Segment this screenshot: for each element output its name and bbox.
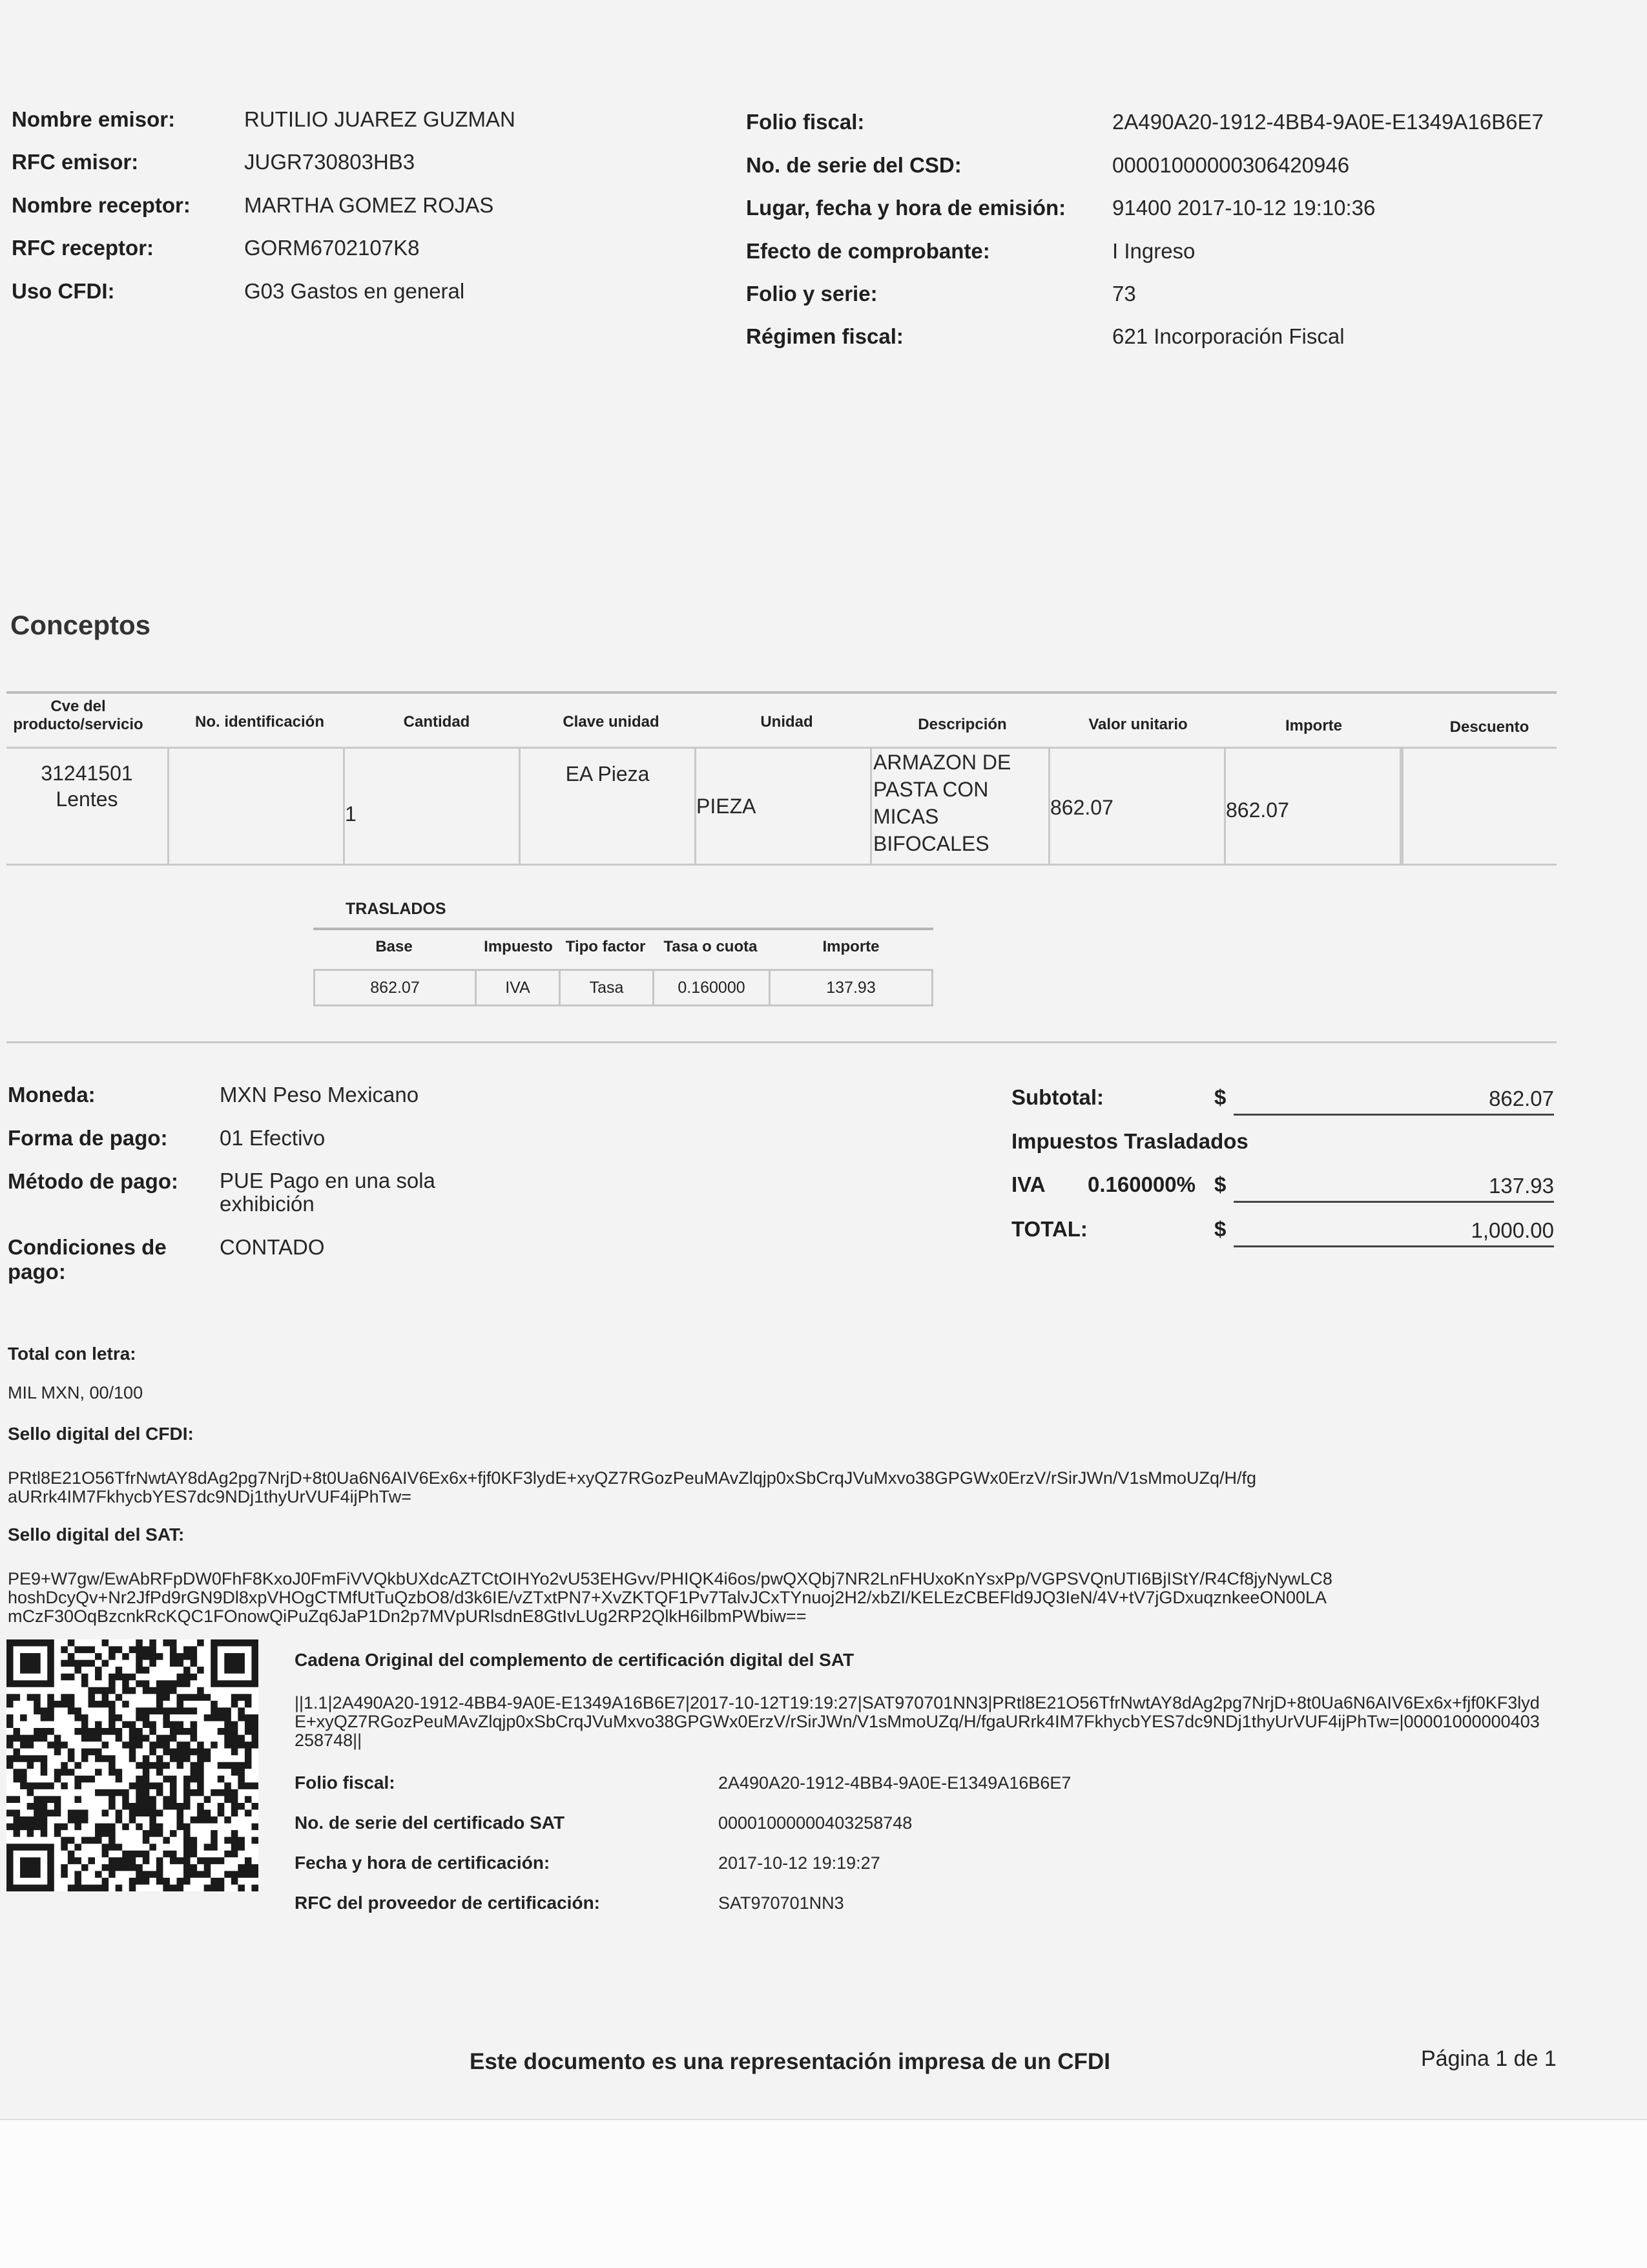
label-regimen: Régimen fiscal: xyxy=(746,324,904,348)
label-sello-sat: Sello digital del SAT: xyxy=(8,1524,185,1545)
traslados-rule xyxy=(313,928,933,930)
value-cadena: ||1.1|2A490A20-1912-4BB4-9A0E-E1349A16B6E7|2017-10-12T19:19:27|SAT970701NN3|PRtl8E21O56TfrNwtAY8dAg2pg7NrjD+8t0Ua6N6AIV6Ex6x+fjf0KF3lydE+xyQZ7RGozPeuMAvZlqjp0xSbCrqJVuMxvo38GPGWx0ErzV/rSirJWn/V1sMmoUZq/H/fgaURrk4IM7FkhycbYES7dc9NDj1thyUrVUF4ijPhTw=|00001000000403258748|| xyxy=(295,1693,1540,1750)
value-nombre-receptor: MARTHA GOMEZ ROJAS xyxy=(244,193,494,217)
value-rfc-receptor: GORM6702107K8 xyxy=(244,236,420,260)
label-moneda: Moneda: xyxy=(8,1083,96,1107)
value-nombre-emisor: RUTILIO JUAREZ GUZMAN xyxy=(244,107,515,131)
value-uso-cfdi: G03 Gastos en general xyxy=(244,279,465,303)
cell-clave-unidad: EA Pieza xyxy=(521,749,696,864)
traslados-row xyxy=(313,969,933,1006)
label-nombre-emisor: Nombre emisor: xyxy=(12,107,176,131)
label-serie-csd: No. de serie del CSD: xyxy=(746,153,962,177)
label-subtotal: Subtotal: xyxy=(1011,1085,1104,1109)
value-serie-csd: 00001000000306420946 xyxy=(1112,153,1350,177)
label-total: TOTAL: xyxy=(1011,1217,1088,1241)
label-iva: IVA xyxy=(1011,1172,1046,1196)
cell-cantidad: 1 xyxy=(345,749,521,864)
value-cert-serie: 00001000000403258748 xyxy=(718,1813,913,1833)
value-sello-sat: PE9+W7gw/EwAbRFpDW0FhF8KxoJ0FmFiVVQkbUXdcAZTCtOIHYo2vU53EHGvv/PHIQK4i6os/pwQXQbj7NR2LnFHUxoKnYsxPp/VGPSVQnUTI6BjIStY/R4Cf8jyNywLC8hoshDcyQv+Nr2JfPd9rGN9Dl8xpVHOgCTMfUtTuQzbO8/d3k6IE/vZTxtPN7+XvZKTQF1Pv7TalvJCxTYnuoj2H2/xbZI/KELEzCBEFld9JQ3IeN/4V+tV7jGDxuqznkeeON00LAmCzF30OqBzcnkRcKQC1FOnowQiPuZq6JaP1Dn2p7MVpURlsdnE8GtIvLUg2RP2QlkH6ilbmPWbiw== xyxy=(8,1569,1332,1626)
label-cert-folio: Folio fiscal: xyxy=(295,1773,395,1793)
value-regimen: 621 Incorporación Fiscal xyxy=(1112,324,1345,348)
th-valor-unitario: Valor unitario xyxy=(1088,716,1188,733)
currency-iva: $ xyxy=(1214,1172,1227,1196)
value-forma-pago: 01 Efectivo xyxy=(220,1126,326,1150)
value-metodo-pago: PUE Pago en una sola exhibición xyxy=(220,1169,435,1216)
label-impuestos-trasladados: Impuestos Trasladados xyxy=(1011,1129,1248,1153)
cell-base: 862.07 xyxy=(315,971,477,1004)
value-condiciones: CONTADO xyxy=(220,1235,325,1259)
label-folio-serie: Folio y serie: xyxy=(746,282,878,306)
cell-importe-tras: 137.93 xyxy=(826,979,876,997)
label-rfc-emisor: RFC emisor: xyxy=(12,150,139,174)
th-tasa: Tasa o cuota xyxy=(663,938,758,955)
cell-cve: 31241501 Lentes xyxy=(6,749,169,864)
label-cert-serie: No. de serie del certificado SAT xyxy=(295,1813,565,1833)
label-nombre-receptor: Nombre receptor: xyxy=(12,193,191,217)
cell-unidad: PIEZA xyxy=(696,749,872,864)
cell-descripcion: ARMAZON DE PASTA CON MICAS BIFOCALES xyxy=(872,749,1050,864)
cell-importe: 862.07 xyxy=(1226,749,1402,864)
label-condiciones: Condiciones de pago: xyxy=(8,1235,167,1284)
th-descripcion: Descripción xyxy=(918,716,1007,733)
qr-finder-0 xyxy=(6,1639,54,1687)
value-iva-rate: 0.160000% xyxy=(1088,1172,1196,1196)
conceptos-title: Conceptos xyxy=(10,610,151,640)
value-moneda: MXN Peso Mexicano xyxy=(220,1083,419,1107)
value-cert-rfc: SAT970701NN3 xyxy=(718,1893,844,1913)
scan-margin xyxy=(0,2119,1647,2268)
cell-descuento xyxy=(1402,749,1404,864)
total-underline xyxy=(1234,1245,1554,1247)
label-cert-rfc: RFC del proveedor de certificación: xyxy=(295,1893,600,1913)
footer-note: Este documento es una representación impresa de un CFDI xyxy=(470,2049,1110,2074)
iva-underline xyxy=(1234,1201,1554,1203)
label-forma-pago: Forma de pago: xyxy=(8,1126,168,1150)
traslados-title: TRASLADOS xyxy=(346,900,446,918)
qr-finder-2 xyxy=(6,1844,54,1891)
cell-no-ident xyxy=(169,749,345,864)
label-sello-cfdi: Sello digital del CFDI: xyxy=(8,1424,194,1444)
th-base: Base xyxy=(375,938,413,955)
label-efecto: Efecto de comprobante: xyxy=(746,239,990,263)
value-total-letra: MIL MXN, 00/100 xyxy=(8,1383,143,1402)
th-descuento: Descuento xyxy=(1449,718,1529,736)
th-tipo-factor: Tipo factor xyxy=(565,938,646,955)
th-importe: Importe xyxy=(1285,717,1342,734)
value-sello-cfdi: PRtl8E21O56TfrNwtAY8dAg2pg7NrjD+8t0Ua6N6AIV6Ex6x+fjf0KF3lydE+xyQZ7RGozPeuMAvZlqjp0xSbCrqJVuMxvo38GPGWx0ErzV/rSirJWn/V1sMmoUZq/H/fgaURrk4IM7FkhycbYES7dc9NDj1thyUrVUF4ijPhTw= xyxy=(8,1468,1256,1506)
th-clave-unidad: Clave unidad xyxy=(563,713,659,731)
cell-valor-unitario: 862.07 xyxy=(1050,749,1226,864)
th-cve: Cve del producto/servicio xyxy=(13,698,143,733)
value-folio-fiscal: 2A490A20-1912-4BB4-9A0E-E1349A16B6E7 xyxy=(1112,110,1544,134)
qr-code xyxy=(6,1639,258,1891)
value-total: 1,000.00 xyxy=(1471,1218,1554,1242)
cell-tasa: 0.160000 xyxy=(654,971,771,1004)
value-folio-serie: 73 xyxy=(1112,282,1136,306)
label-lugar-fecha: Lugar, fecha y hora de emisión: xyxy=(746,196,1066,220)
label-cert-fecha: Fecha y hora de certificación: xyxy=(295,1853,550,1873)
value-lugar-fecha: 91400 2017-10-12 19:10:36 xyxy=(1112,196,1376,220)
cell-impuesto: IVA xyxy=(477,971,561,1004)
page-number: Página 1 de 1 xyxy=(1421,2046,1557,2071)
value-subtotal: 862.07 xyxy=(1489,1087,1554,1110)
label-rfc-receptor: RFC receptor: xyxy=(12,236,154,260)
section-rule xyxy=(6,1041,1557,1043)
qr-code-graphic xyxy=(6,1639,258,1891)
th-importe-tras: Importe xyxy=(822,938,880,955)
currency-subtotal: $ xyxy=(1214,1085,1227,1109)
value-rfc-emisor: JUGR730803HB3 xyxy=(244,150,415,174)
label-metodo-pago: Método de pago: xyxy=(8,1169,178,1193)
value-efecto: I Ingreso xyxy=(1112,239,1196,263)
th-impuesto: Impuesto xyxy=(484,938,553,955)
table-row xyxy=(6,747,1557,866)
th-cantidad: Cantidad xyxy=(403,713,470,731)
subtotal-underline xyxy=(1234,1114,1554,1116)
conceptos-rule xyxy=(6,691,1557,694)
qr-finder-1 xyxy=(211,1639,258,1687)
cell-tipo-factor: Tasa xyxy=(561,971,654,1004)
label-total-letra: Total con letra: xyxy=(8,1344,136,1364)
value-iva: 137.93 xyxy=(1489,1174,1554,1198)
th-no-ident: No. identificación xyxy=(194,713,324,731)
currency-total: $ xyxy=(1214,1217,1227,1241)
value-cert-folio: 2A490A20-1912-4BB4-9A0E-E1349A16B6E7 xyxy=(718,1773,1072,1793)
label-cadena: Cadena Original del complemento de certificación digital del SAT xyxy=(295,1650,855,1670)
label-uso-cfdi: Uso CFDI: xyxy=(12,279,115,303)
value-cert-fecha: 2017-10-12 19:19:27 xyxy=(718,1853,880,1873)
th-unidad: Unidad xyxy=(760,713,813,731)
label-folio-fiscal: Folio fiscal: xyxy=(746,110,865,134)
